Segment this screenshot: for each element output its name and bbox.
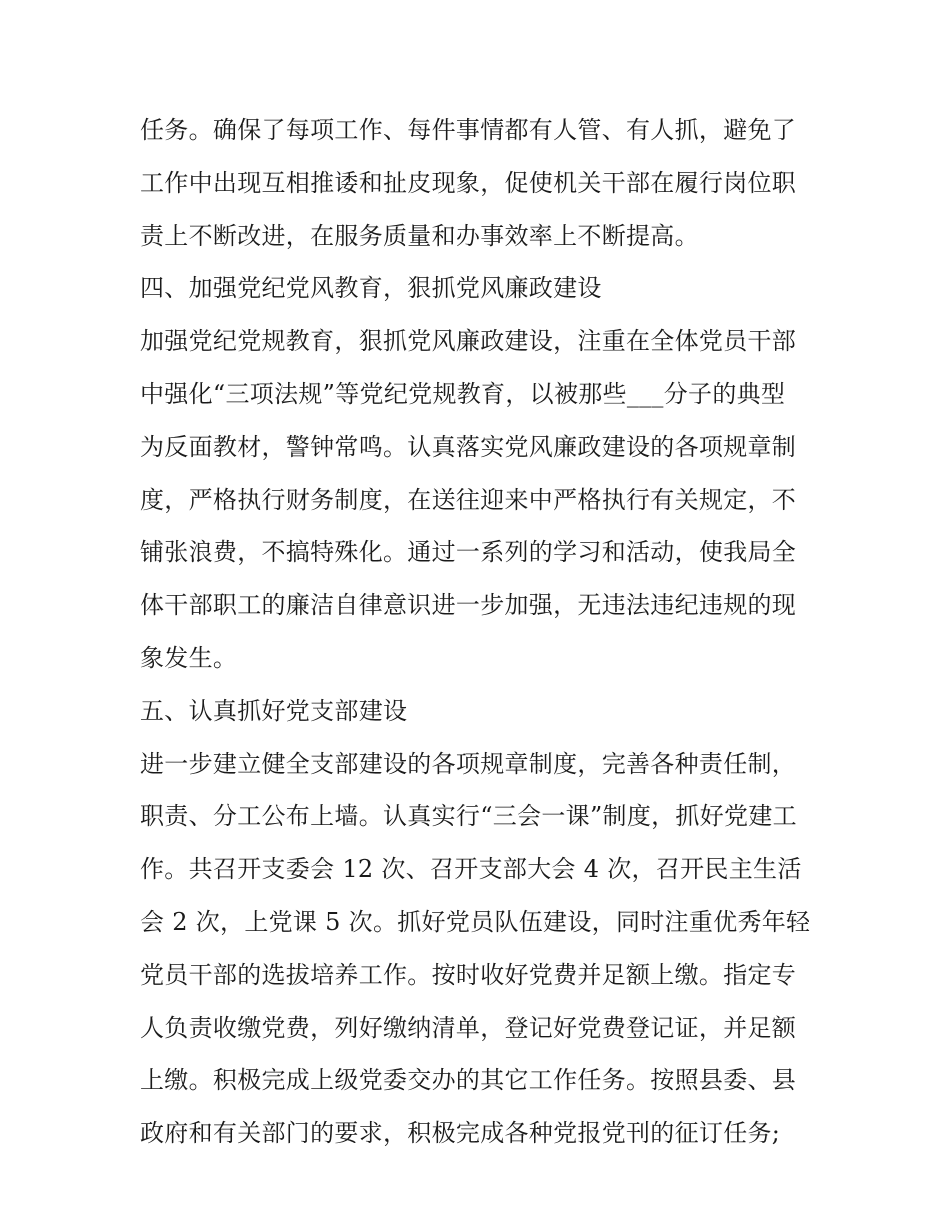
- paragraph-line: 任务。确保了每项工作、每件事情都有人管、有人抓，避免了: [140, 116, 797, 144]
- paragraph-line: 责上不断改进，在服务质量和办事效率上不断提高。: [140, 221, 699, 250]
- paragraph-line: 加强党纪党规教育，狠抓党风廉政建设，注重在全体党员干部: [140, 327, 797, 356]
- paragraph-line: 体干部职工的廉洁自律意识进一步加强，无违法违纪违规的现: [140, 591, 797, 620]
- paragraph-line: 进一步建立健全支部建设的各项规章制度，完善各种责任制，: [140, 749, 797, 778]
- section-heading-5: 五、认真抓好党支部建设: [140, 696, 408, 725]
- paragraph-line: 人负责收缴党费，列好缴纳清单，登记好党费登记证，并足额: [140, 1013, 797, 1042]
- paragraph-line: 铺张浪费，不搞特殊化。通过一系列的学习和活动，使我局全: [140, 538, 797, 567]
- paragraph-line: 党员干部的选拔培养工作。按时收好党费并足额上缴。指定专: [140, 960, 797, 989]
- paragraph-line: 职责、分工公布上墙。认真实行“三会一课”制度，抓好党建工: [140, 802, 797, 831]
- paragraph-line: 政府和有关部门的要求，积极完成各种党报党刊的征订任务;: [140, 1119, 781, 1148]
- paragraph-line: 象发生。: [140, 643, 238, 672]
- paragraph-line: 为反面教材，警钟常鸣。认真落实党风廉政建设的各项规章制: [140, 432, 797, 461]
- paragraph-line: 工作中出现互相推诿和扯皮现象，促使机关干部在履行岗位职: [140, 168, 797, 197]
- paragraph-line: 中强化“三项法规”等党纪党规教育，以被那些___分子的典型: [140, 379, 786, 408]
- paragraph-line: 上缴。积极完成上级党委交办的其它工作任务。按照县委、县: [140, 1066, 797, 1095]
- paragraph-line: 度，严格执行财务制度，在送往迎来中严格执行有关规定，不: [140, 485, 797, 514]
- paragraph-line: 会 2 次，上党课 5 次。抓好党员队伍建设，同时注重优秀年轻: [140, 907, 811, 936]
- paragraph-line: 作。共召开支委会 12 次、召开支部大会 4 次，召开民主生活: [140, 855, 802, 884]
- document-body: [140, 104, 820, 1160]
- section-heading-4: 四、加强党纪党风教育，狠抓党风廉政建设: [140, 274, 602, 303]
